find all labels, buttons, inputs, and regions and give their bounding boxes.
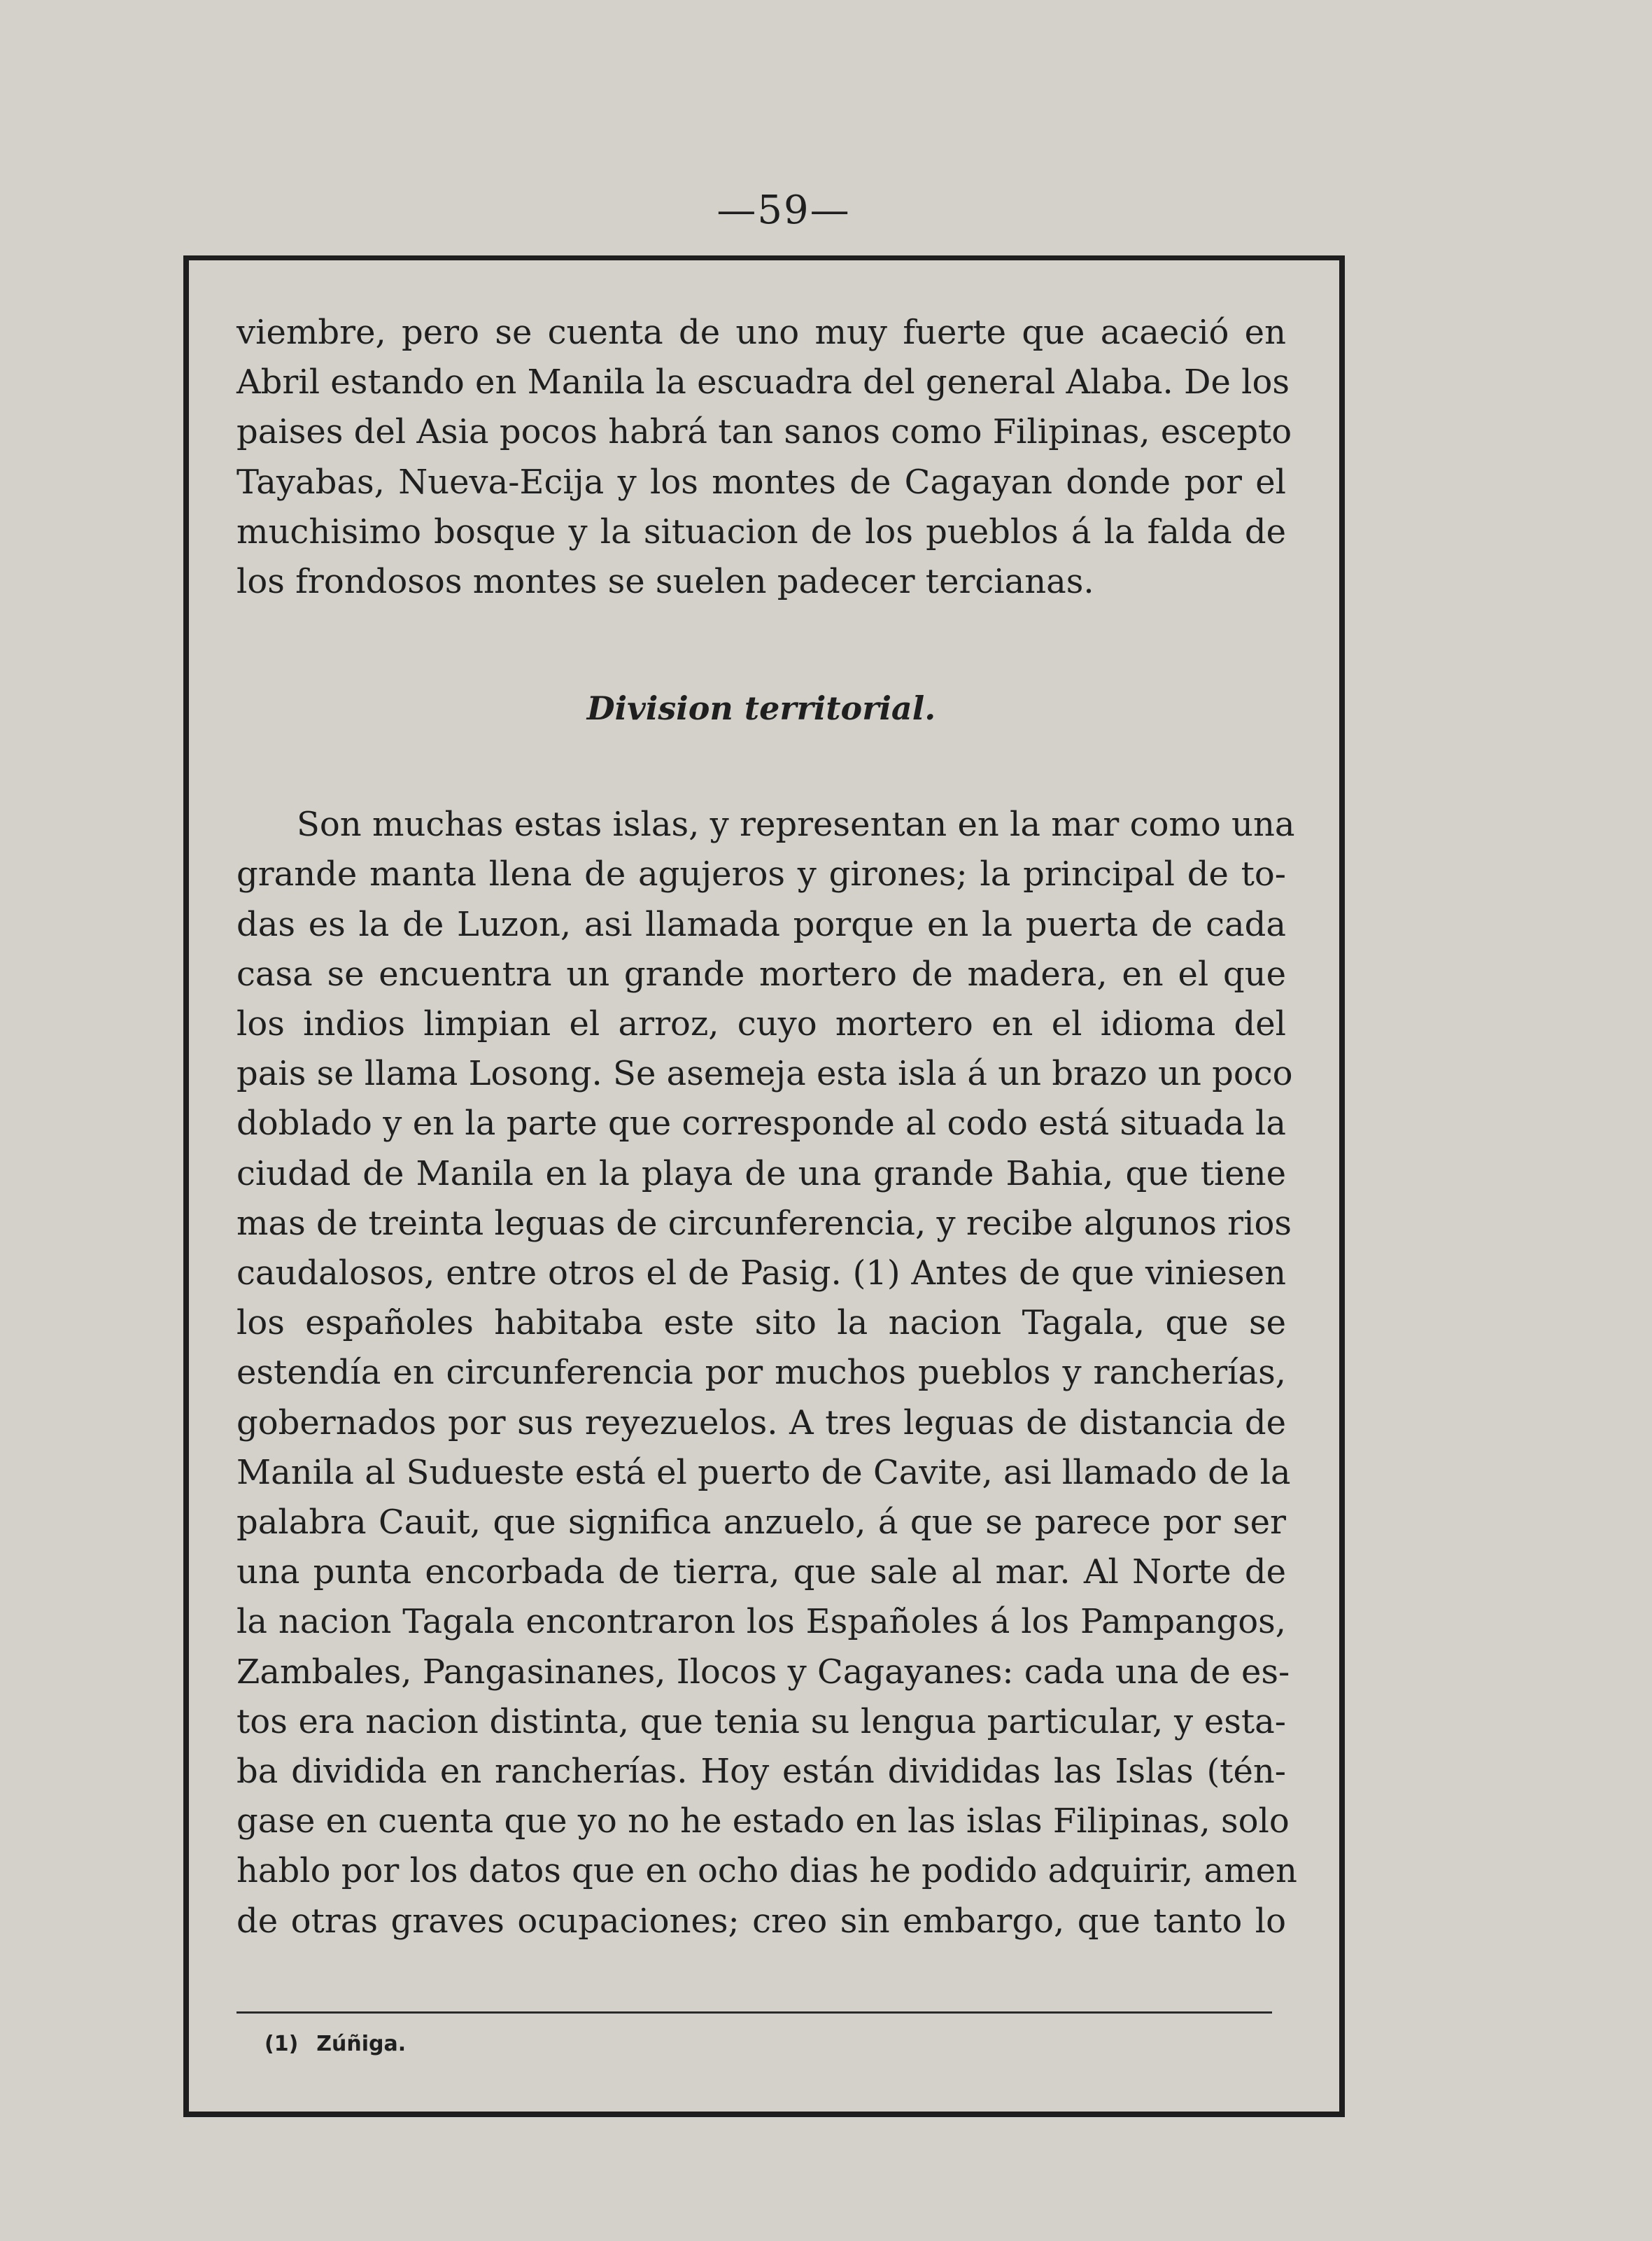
text-line: caudalosos, entre otros el de Pasig. (1) Antes de que viniesen (236, 1253, 1286, 1293)
text-line: estendía en circunferencia por muchos pueblos y rancherías, (236, 1353, 1286, 1393)
text-line: Tayabas, Nueva-Ecija y los montes de Cagayan donde por el (236, 462, 1286, 502)
text-line: los españoles habitaba este sito la nacion Tagala, que se (236, 1303, 1286, 1343)
text-line: Zambales, Pangasinanes, Ilocos y Cagayanes: cada una de es- (236, 1652, 1290, 1692)
text-line: Abril estando en Manila la escuadra del general Alaba. De los (236, 363, 1290, 402)
text-line: Son muchas estas islas, y representan en la mar como una (297, 805, 1295, 845)
text-line: una punta encorbada de tierra, que sale al mar. Al Norte de (236, 1552, 1286, 1592)
text-line: hablo por los datos que en ocho dias he podido adquirir, amen (236, 1851, 1297, 1891)
text-line: paises del Asia pocos habrá tan sanos como Filipinas, escepto (236, 412, 1292, 452)
text-line: Manila al Sudueste está el puerto de Cavite, asi llamado de la (236, 1452, 1291, 1492)
text-line: casa se encuentra un grande mortero de madera, en el que (236, 954, 1286, 994)
text-line: pais se llama Losong. Se asemeja esta isla á un brazo un poco (236, 1054, 1293, 1094)
text-line: gobernados por sus reyezuelos. A tres leguas de distancia de (236, 1403, 1286, 1442)
text-line: de otras graves ocupaciones; creo sin embargo, que tanto lo (236, 1901, 1286, 1941)
page-number: —59— (716, 188, 851, 233)
text-line: los frondosos montes se suelen padecer tercianas. (236, 562, 1094, 602)
text-line: tos era nacion distinta, que tenia su lengua particular, y esta- (236, 1701, 1286, 1741)
text-line: muchisimo bosque y la situacion de los pueblos á la falda de (236, 512, 1286, 552)
footnote-text: Zúñiga. (316, 2032, 407, 2056)
text-line: grande manta llena de agujeros y girones; la principal de to- (236, 855, 1286, 894)
text-line: mas de treinta leguas de circunferencia, y recibe algunos rios (236, 1203, 1292, 1243)
text-line: la nacion Tagala encontraron los Españoles á los Pampangos, (236, 1602, 1286, 1642)
footnote-marker: (1) (264, 2032, 299, 2056)
text-line: ba dividida en rancherías. Hoy están divididas las Islas (tén- (236, 1752, 1286, 1792)
paragraph-climate (236, 308, 1292, 607)
text-line: viembre, pero se cuenta de uno muy fuerte que acaeció en (236, 313, 1286, 352)
footnote (264, 2032, 424, 2056)
text-line: gase en cuenta que yo no he estado en las islas Filipinas, solo (236, 1801, 1290, 1841)
section-heading: Division territorial. (586, 689, 936, 728)
text-line: das es la de Luzon, asi llamada porque en la puerta de cada (236, 904, 1286, 944)
text-line: los indios limpian el arroz, cuyo mortero en el idioma del (236, 1004, 1286, 1044)
paragraph-territorial-division (236, 800, 1297, 1946)
footnote-divider (236, 2011, 1272, 2014)
text-line: palabra Cauit, que significa anzuelo, á que se parece por ser (236, 1503, 1286, 1543)
text-line: ciudad de Manila en la playa de una grande Bahia, que tiene (236, 1153, 1286, 1193)
body-text (236, 308, 1297, 1946)
text-line: doblado y en la parte que corresponde al codo está situada la (236, 1104, 1286, 1144)
